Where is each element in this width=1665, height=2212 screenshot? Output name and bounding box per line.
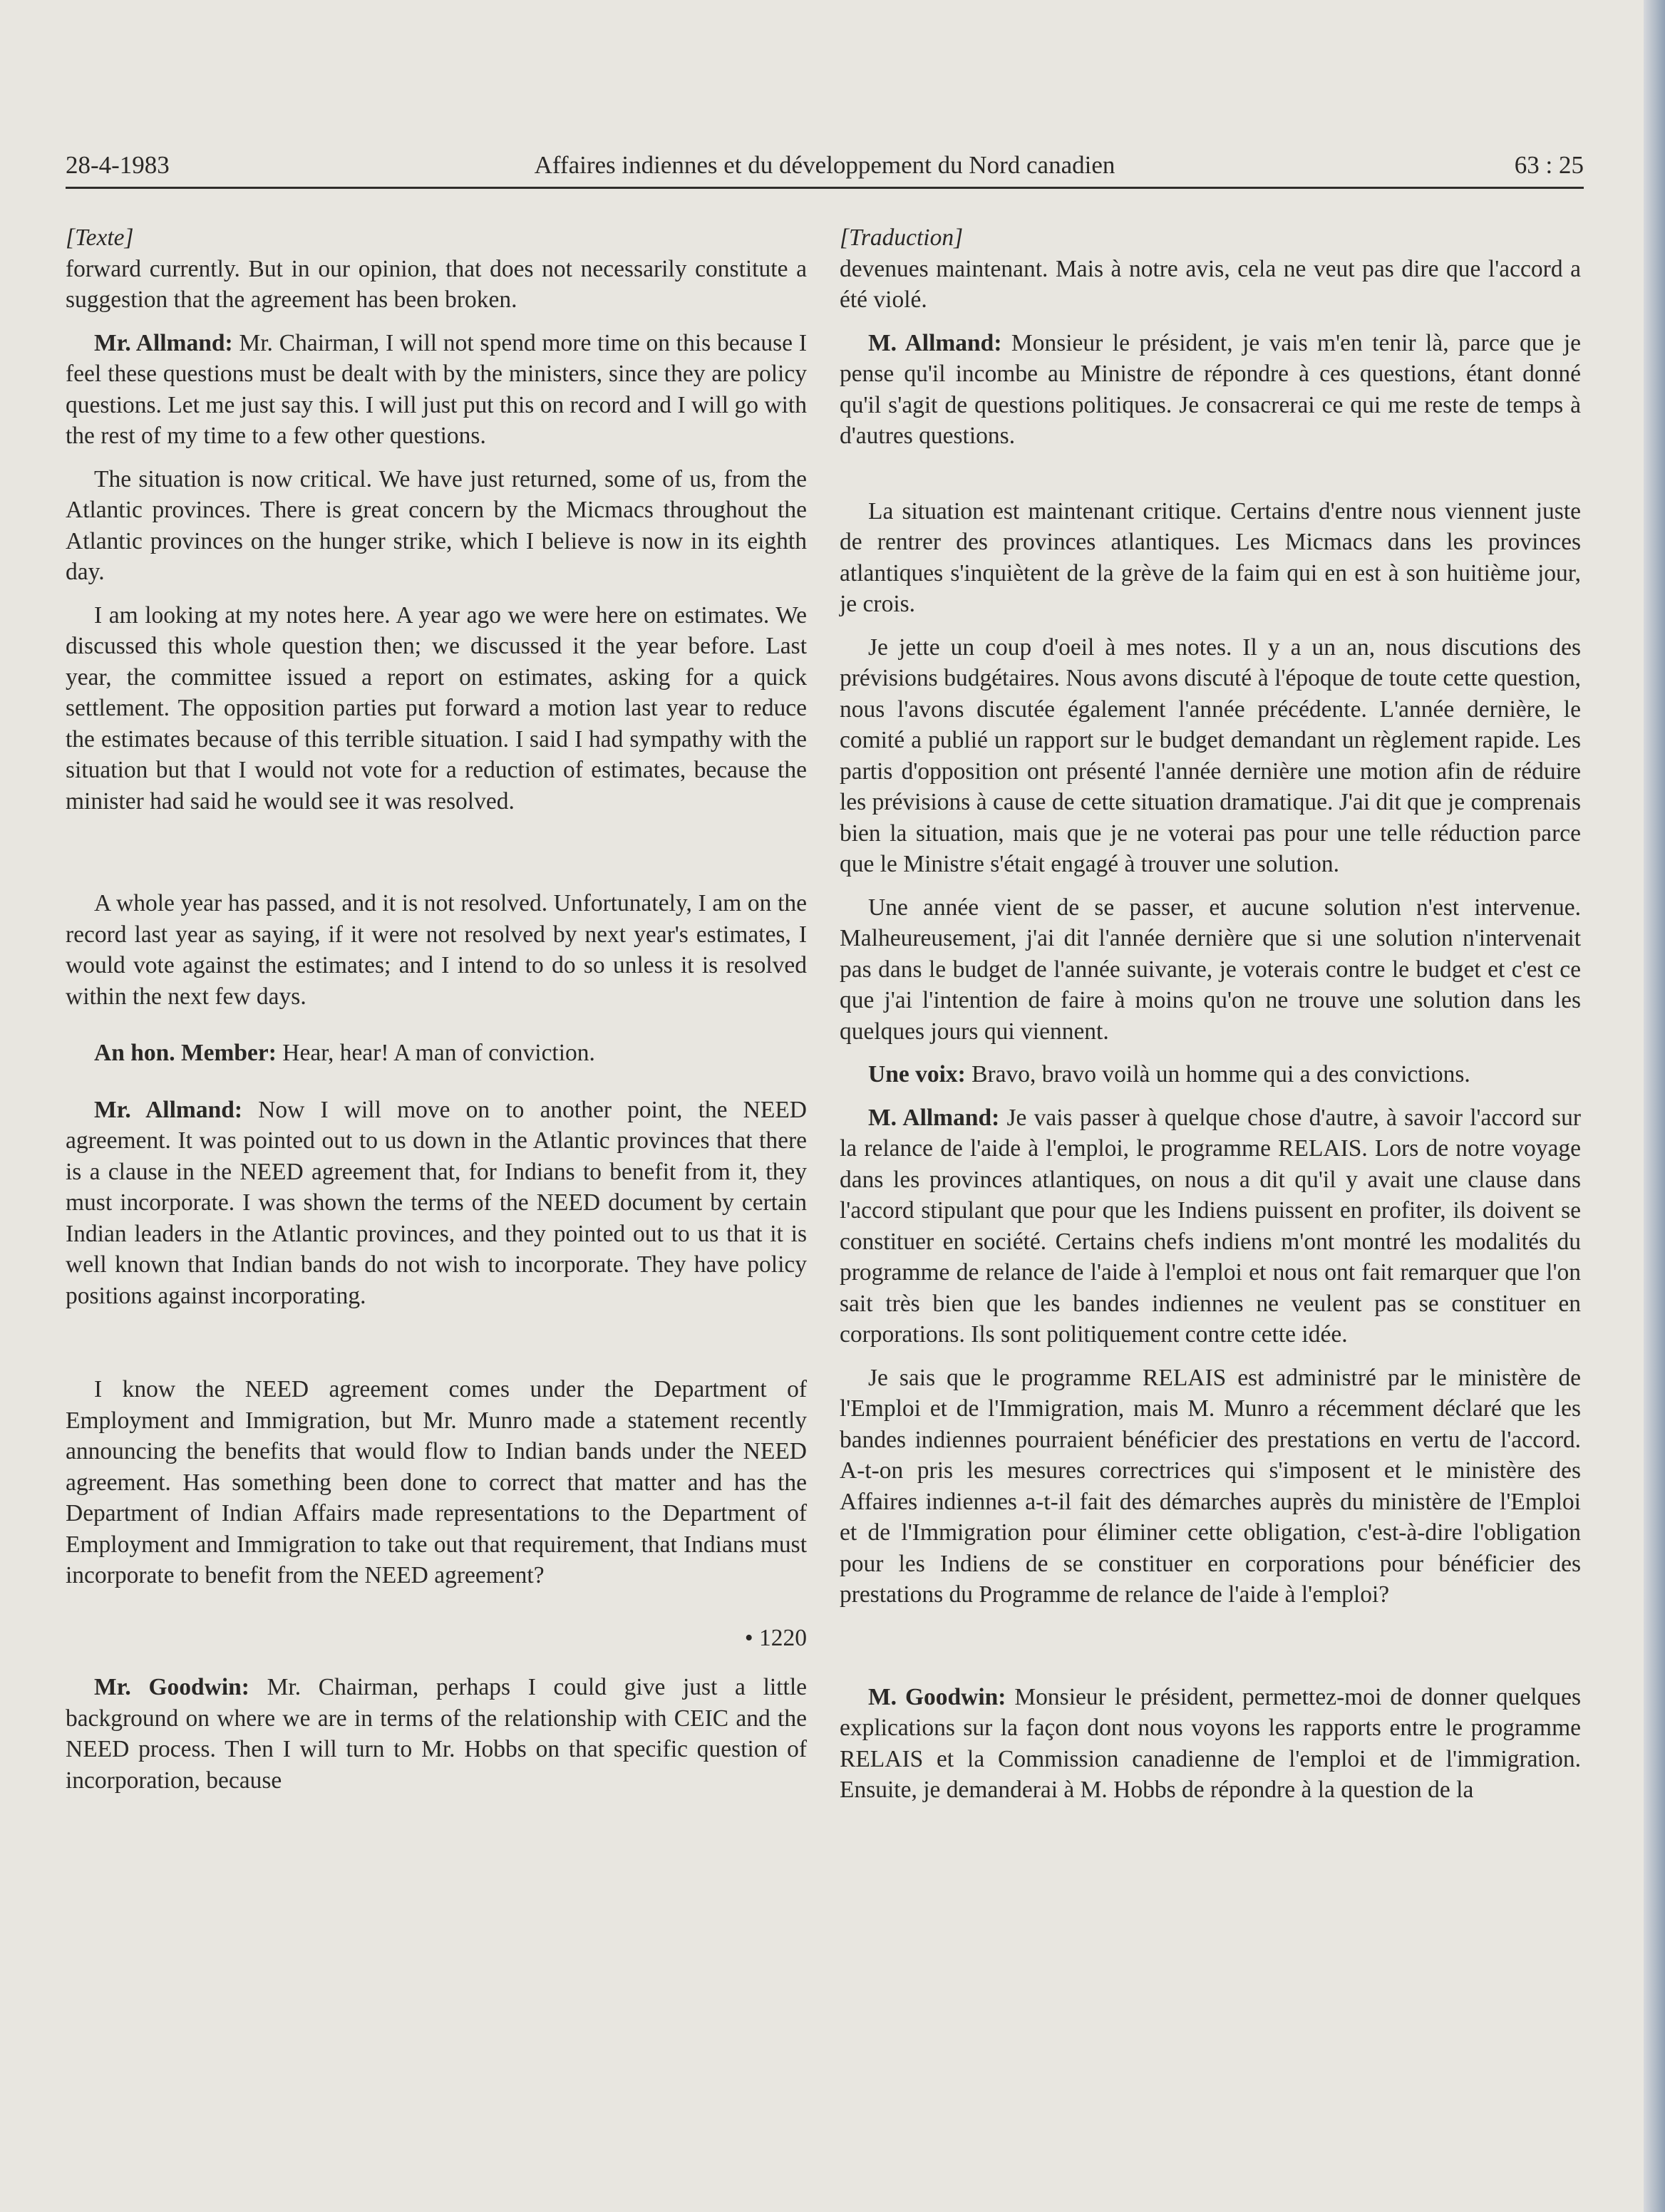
- paragraph: I am looking at my notes here. A year ago we were here on estimates. We discussed this whole question then; we discussed it the year before. Last year, the committee issued a report on estimates, asking for a quick settlement. The opposition parties put forward a motion last year to reduce the estimates because of this terrible situation. I said I had sympathy with the situation but that I would not vote for a reduction of estimates, because the minister had said he would see it was resolved.: [66, 601, 807, 815]
- header-rule: [66, 187, 1584, 189]
- paragraph: Je sais que le programme RELAIS est administré par le ministère de l'Emploi et de l'Immigration, mais M. Munro a récemment déclaré que les bandes indiennes pourraient bénéficier des prestations en vertu de l'accord. A-t-on pris les mesures correctrices qui s'imposent et le ministère des Affaires indiennes a-t-il fait des démarches auprès du ministère de l'Emploi et de l'Immigration pour éliminer cette obligation, c'est-à-dire l'obligation pour les Indiens de se constituer en corporations pour bénéficier des prestations du Programme de relance de l'aide à l'emploi?: [840, 1364, 1581, 1608]
- running-header: [66, 148, 1584, 188]
- speaker-name: Mr. Allmand:: [94, 329, 233, 356]
- header-title: Affaires indiennes et du développement du Nord canadien: [534, 151, 1115, 179]
- paragraph: La situation est maintenant critique. Certains d'entre nous viennent juste de rentrer des provinces atlantiques. Les Micmacs dans les provinces atlantiques s'inquiètent de la grève de la faim qui en est à son huitième jour, je crois.: [840, 497, 1581, 617]
- speaker-name: Mr. Goodwin:: [94, 1674, 249, 1700]
- paragraph: M. Allmand: Je vais passer à quelque chose d'autre, à savoir l'accord sur la relance de l'aide à l'emploi, le programme RELAIS. Lors de notre voyage dans les provinces atlantiques, on nous a dit qu'il y avait une clause dans l'accord stipulant que pour que les Indiens puissent en profiter, ils doivent se constituer en société. Certains chefs indiens m'ont montré les modalités du programme de relance de l'aide à l'emploi et nous ont fait remarquer que l'on sait très bien que les bandes indiennes ne veulent pas se constituer en corporations. Ils sont politiquement contre cette idée.: [840, 1104, 1581, 1348]
- speaker-name: M. Goodwin:: [868, 1683, 1006, 1710]
- page-edge: [1644, 0, 1665, 2212]
- speaker-name: An hon. Member:: [94, 1040, 277, 1066]
- french-column: [840, 222, 1581, 1806]
- paragraph: Je jette un coup d'oeil à mes notes. Il y a un an, nous discutions des prévisions budgétaires. Nous avons discuté à l'époque de toute cette question, nous l'avons discutée également l'année précédente. L'année dernière, le comité a publié un rapport sur le budget demandant un règlement rapide. Les partis d'opposition ont présenté l'année dernière une motion afin de réduire les prévisions à cause de cette situation dramatique. J'ai dit que je comprenais bien la situation, mais que je ne voterai pas pour une telle réduction parce que le Ministre s'était engagé à trouver une solution.: [840, 634, 1581, 877]
- paragraph: Mr. Allmand: Now I will move on to another point, the NEED agreement. It was pointed out to us down in the Atlantic provinces that there is a clause in the NEED agreement that, for Indians to benefit from it, they must incorporate. I was shown the terms of the NEED document by certain Indian leaders in the Atlantic provinces, and they pointed out to us that it is well known that Indian bands do not wish to incorporate. They have policy positions against incorporating.: [66, 1096, 807, 1309]
- speaker-name: M. Allmand:: [868, 329, 1002, 356]
- speaker-name: M. Allmand:: [868, 1104, 1000, 1131]
- paragraph: The situation is now critical. We have just returned, some of us, from the Atlantic provinces. There is great concern by the Micmacs throughout the Atlantic provinces on the hunger strike, which I believe is now in its eighth day.: [66, 465, 807, 585]
- paragraph: Une année vient de se passer, et aucune solution n'est intervenue. Malheureusement, j'ai dit l'année dernière que si une solution n'intervenait pas dans le budget de l'année suivante, je voterais contre le budget et c'est ce que j'ai l'intention de faire à moins qu'on ne trouve une solution dans les quelques jours qui viennent.: [840, 894, 1581, 1045]
- paragraph: Mr. Allmand: Mr. Chairman, I will not spend more time on this because I feel these questions must be dealt with by the ministers, since they are policy questions. Let me just say this. I will just put this on record and I will go with the rest of my time to a few other questions.: [66, 329, 807, 449]
- paragraph: I know the NEED agreement comes under the Department of Employment and Immigration, but Mr. Munro made a statement recently announcing the benefits that would flow to Indian bands under the NEED agreement. Has something been done to correct that matter and has the Department of Indian Affairs made representations to the Department of Employment and Immigration to take out that requirement, that Indians must incorporate to benefit from the NEED agreement?: [66, 1376, 807, 1588]
- paragraph: M. Allmand: Monsieur le président, je vais m'en tenir là, parce que je pense qu'il incombe au Ministre de répondre à ces questions, étant donné qu'il s'agit de questions politiques. Je consacrerai ce qui me reste de temps à d'autres questions.: [840, 329, 1581, 449]
- column-label: [Traduction]: [840, 224, 964, 251]
- time-marker: • 1220: [744, 1624, 807, 1651]
- column-label: [Texte]: [66, 224, 134, 251]
- speaker-name: Une voix:: [868, 1061, 966, 1087]
- paragraph: forward currently. But in our opinion, that does not necessarily constitute a suggestion that the agreement has been broken.: [66, 255, 807, 313]
- english-column: [66, 222, 807, 1796]
- paragraph: Une voix: Bravo, bravo voilà un homme qui a des convictions.: [868, 1061, 1470, 1087]
- speaker-name: Mr. Allmand:: [94, 1096, 242, 1123]
- paragraph: M. Goodwin: Monsieur le président, permettez-moi de donner quelques explications sur la façon dont nous voyons les rapports entre le programme RELAIS et la Commission canadienne de l'emploi et de l'immigration. Ensuite, je demanderai à M. Hobbs de répondre à la question de la: [840, 1683, 1581, 1803]
- header-page-number: 63 : 25: [1514, 151, 1584, 179]
- paragraph: An hon. Member: Hear, hear! A man of conviction.: [94, 1040, 595, 1066]
- header-date: 28-4-1983: [66, 151, 170, 179]
- paragraph: Mr. Goodwin: Mr. Chairman, perhaps I could give just a little background on where we are in terms of the relationship with CEIC and the NEED process. Then I will turn to Mr. Hobbs on that specific question of incorporation, because: [66, 1674, 808, 1794]
- paragraph: devenues maintenant. Mais à notre avis, cela ne veut pas dire que l'accord a été violé.: [840, 255, 1581, 313]
- paragraph: A whole year has passed, and it is not resolved. Unfortunately, I am on the record last year as saying, if it were not resolved by next year's estimates, I would vote against the estimates; and I intend to do so unless it is resolved within the next few days.: [66, 890, 807, 1010]
